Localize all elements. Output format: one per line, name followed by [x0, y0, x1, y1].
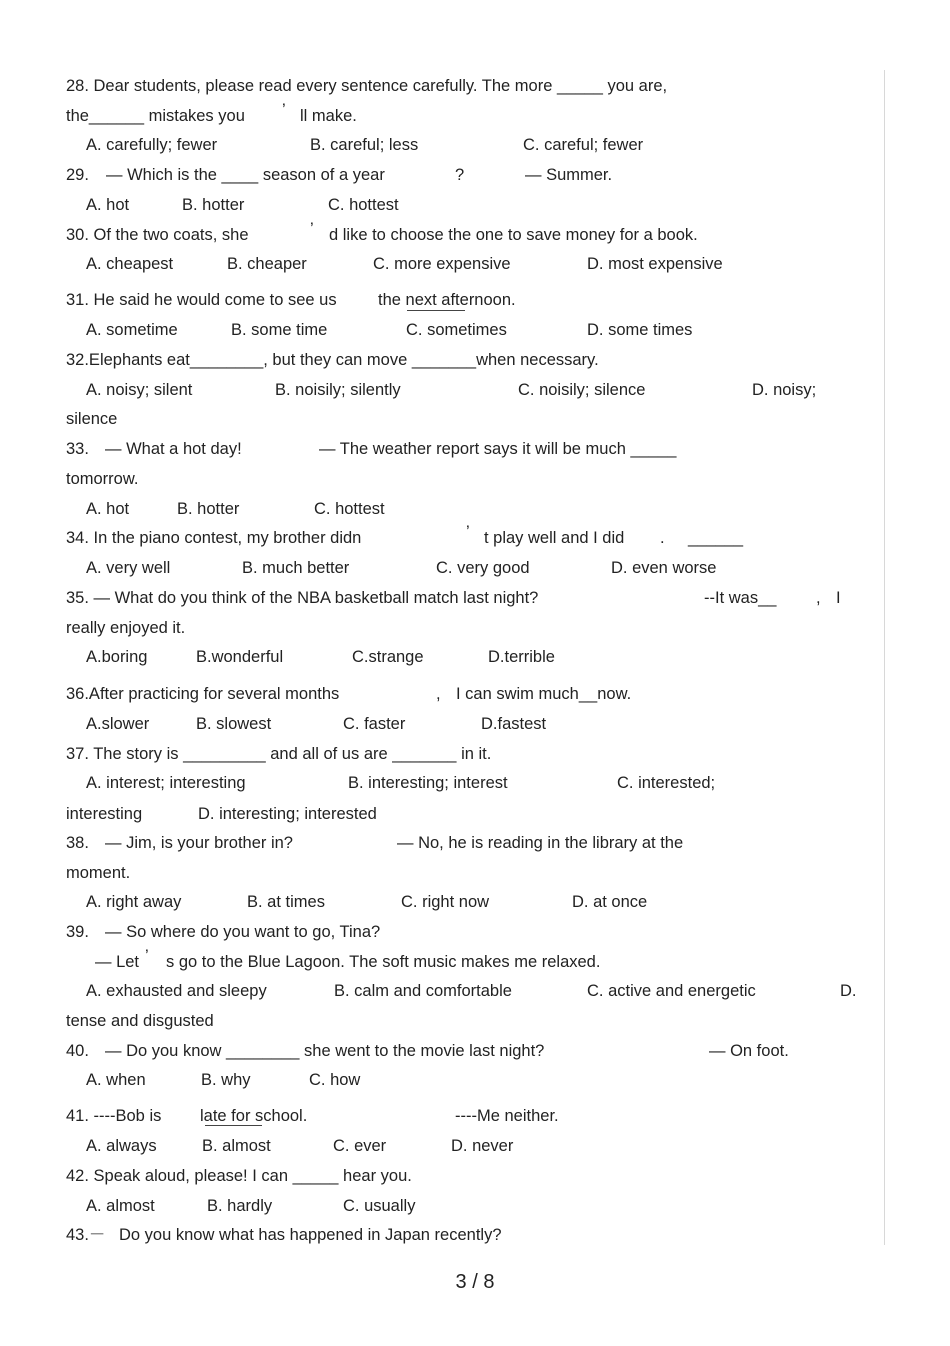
q30-option-b: B. cheaper	[227, 255, 307, 273]
q28-line2a: the______ mistakes you	[66, 107, 245, 125]
q38-option-b: B. at times	[247, 893, 325, 911]
q30-question-a: 30. Of the two coats, she	[66, 226, 249, 244]
q34-period: .	[660, 529, 665, 547]
q36-option-a: A.slower	[86, 715, 150, 733]
q30-apostrophe: ’	[310, 220, 314, 238]
q40-option-a: A. when	[86, 1071, 146, 1089]
q39-option-c: C. active and energetic	[587, 982, 756, 1000]
q41-question-b: late for school.	[200, 1107, 308, 1125]
q37-option-d: D. interesting; interested	[198, 805, 377, 823]
q32-option-d: D. noisy;	[752, 381, 817, 399]
page-margin-line	[884, 70, 885, 1245]
q29-option-c: C. hottest	[328, 196, 399, 214]
q31-question-b: the next afternoon.	[378, 291, 516, 309]
q38-option-c: C. right now	[401, 893, 490, 911]
q37-option-c: C. interested;	[617, 774, 716, 792]
q41-option-a: A. always	[86, 1137, 157, 1155]
q32-option-d-cont: silence	[66, 410, 118, 428]
q37-question: 37. The story is _________ and all of us are _______ in it.	[66, 745, 492, 763]
q38-option-a: A. right away	[86, 893, 182, 911]
q28-line1: 28. Dear students, please read every sentence carefully. The more _____ you are,	[66, 77, 668, 95]
q39-option-d: D.	[840, 982, 857, 1000]
q40-option-c: C. how	[309, 1071, 361, 1089]
q41-question-a: 41. ----Bob is	[66, 1107, 162, 1125]
q35-cont: really enjoyed it.	[66, 619, 186, 637]
q34-apostrophe: ’	[466, 523, 470, 541]
q43-question: Do you know what has happened in Japan recently?	[119, 1226, 502, 1244]
q33-option-c: C. hottest	[314, 500, 385, 518]
q40-option-b: B. why	[201, 1071, 251, 1089]
q36-comma: ,	[436, 685, 441, 703]
q41-option-d: D. never	[451, 1137, 514, 1155]
q42-option-c: C. usually	[343, 1197, 416, 1215]
q33-speaker-b: — The weather report says it will be much _____	[319, 440, 677, 458]
q28-apostrophe: ’	[282, 101, 286, 119]
q33-option-a: A. hot	[86, 500, 130, 518]
q28-option-b: B. careful; less	[310, 136, 419, 154]
q39-option-b: B. calm and comfortable	[334, 982, 512, 1000]
page-number: 3 / 8	[455, 1271, 495, 1293]
q33-speaker-a: — What a hot day!	[105, 440, 242, 458]
q36-option-d: D.fastest	[481, 715, 547, 733]
q33-option-b: B. hotter	[177, 500, 240, 518]
q33-cont: tomorrow.	[66, 470, 139, 488]
q34-option-b: B. much better	[242, 559, 350, 577]
q37-option-a: A. interest; interesting	[86, 774, 246, 792]
q39-option-d-cont: tense and disgusted	[66, 1012, 214, 1030]
q29-question-mark: ?	[455, 166, 465, 184]
q31-option-c: C. sometimes	[406, 321, 507, 339]
q28-option-a: A. carefully; fewer	[86, 136, 218, 154]
q35-question-a: 35. — What do you think of the NBA basketball match last night?	[66, 589, 539, 607]
q29-option-a: A. hot	[86, 196, 130, 214]
q39-option-a: A. exhausted and sleepy	[86, 982, 267, 1000]
q32-option-b: B. noisily; silently	[275, 381, 401, 399]
q32-option-a: A. noisy; silent	[86, 381, 193, 399]
q41-underline	[205, 1125, 262, 1126]
q34-question-c: t play well and I did	[484, 529, 625, 547]
q31-option-a: A. sometime	[86, 321, 178, 339]
q36-question-c: I can swim much__now.	[456, 685, 632, 703]
q39-apostrophe: ’	[145, 947, 149, 965]
q31-option-d: D. some times	[587, 321, 693, 339]
q38-number: 38.	[66, 834, 89, 852]
q37-option-c-cont: interesting	[66, 805, 143, 823]
q35-pronoun: I	[836, 589, 841, 607]
q30-question-c: d like to choose the one to save money for a book.	[329, 226, 698, 244]
q29-number: 29.	[66, 166, 89, 184]
q30-option-c: C. more expensive	[373, 255, 511, 273]
q34-option-a: A. very well	[86, 559, 171, 577]
q39-speaker-b-a: — Let	[95, 953, 140, 971]
q32-question: 32.Elephants eat________, but they can move _______when necessary.	[66, 351, 599, 369]
q34-option-d: D. even worse	[611, 559, 717, 577]
q41-option-b: B. almost	[202, 1137, 271, 1155]
q34-blank: ______	[688, 529, 744, 547]
q40-number: 40.	[66, 1042, 89, 1060]
q35-option-a: A.boring	[86, 648, 148, 666]
q31-option-b: B. some time	[231, 321, 328, 339]
q33-number: 33.	[66, 440, 89, 458]
q35-answer: --It was__	[704, 589, 777, 607]
q32-option-c: C. noisily; silence	[518, 381, 646, 399]
q30-option-a: A. cheapest	[86, 255, 174, 273]
q42-question: 42. Speak aloud, please! I can _____ hear you.	[66, 1167, 412, 1185]
q31-question-a: 31. He said he would come to see us	[66, 291, 337, 309]
q38-speaker-b: — No, he is reading in the library at the	[397, 834, 684, 852]
q36-option-b: B. slowest	[196, 715, 272, 733]
q42-option-a: A. almost	[86, 1197, 155, 1215]
q29-question: — Which is the ____ season of a year	[106, 166, 385, 184]
q42-option-b: B. hardly	[207, 1197, 273, 1215]
q30-option-d: D. most expensive	[587, 255, 723, 273]
q34-question-a: 34. In the piano contest, my brother didn	[66, 529, 362, 547]
q43-number: 43.－	[66, 1226, 106, 1244]
q40-question: — Do you know ________ she went to the movie last night?	[105, 1042, 545, 1060]
q39-speaker-a: — So where do you want to go, Tina?	[105, 923, 381, 941]
q29-answer: — Summer.	[525, 166, 613, 184]
q37-option-b: B. interesting; interest	[348, 774, 508, 792]
q38-cont: moment.	[66, 864, 131, 882]
q38-option-d: D. at once	[572, 893, 648, 911]
q39-number: 39.	[66, 923, 89, 941]
q39-speaker-b-c: s go to the Blue Lagoon. The soft music makes me relaxed.	[166, 953, 601, 971]
q41-option-c: C. ever	[333, 1137, 387, 1155]
q35-option-b: B.wonderful	[196, 648, 284, 666]
q36-question-a: 36.After practicing for several months	[66, 685, 340, 703]
q35-option-c: C.strange	[352, 648, 424, 666]
q29-option-b: B. hotter	[182, 196, 245, 214]
q35-comma: ,	[816, 589, 821, 607]
q28-line2c: ll make.	[300, 107, 357, 125]
q28-option-c: C. careful; fewer	[523, 136, 644, 154]
q40-answer: — On foot.	[709, 1042, 789, 1060]
q38-speaker-a: — Jim, is your brother in?	[105, 834, 293, 852]
q41-answer: ----Me neither.	[455, 1107, 559, 1125]
q36-option-c: C. faster	[343, 715, 406, 733]
q35-option-d: D.terrible	[488, 648, 555, 666]
q34-option-c: C. very good	[436, 559, 530, 577]
q31-underline	[407, 310, 465, 311]
